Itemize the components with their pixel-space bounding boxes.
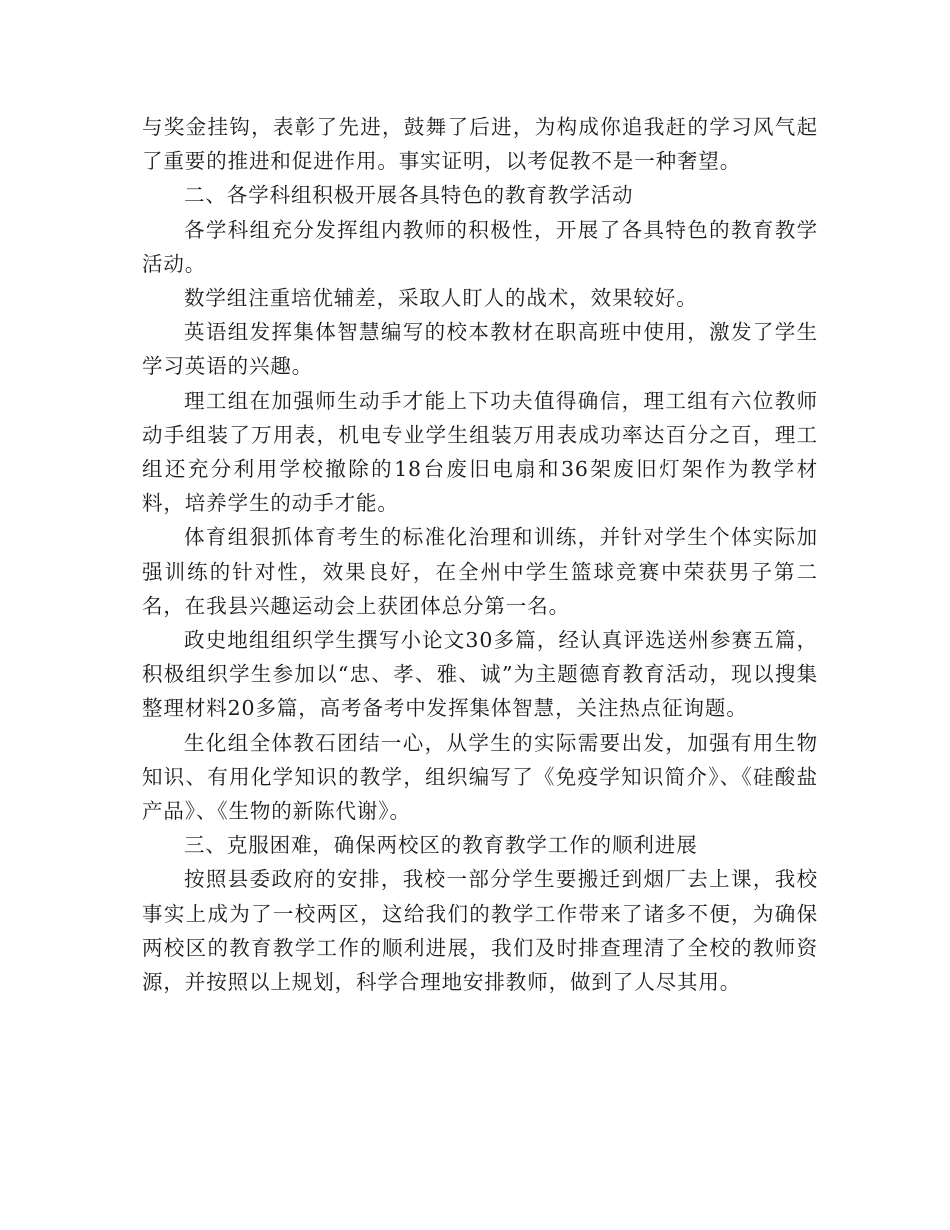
paragraph-humanities-group: 政史地组组织学生撰写小论文30多篇，经认真评选送州参赛五篇，积极组织学生参加以“忠、孝、雅、诚”为主题德育教育活动，现以搜集整理材料20多篇，高考备考中发挥集体智慧，关注热点征询题。 — [142, 628, 818, 721]
paragraph-math-group: 数学组注重培优辅差，采取人盯人的战术，效果较好。 — [184, 286, 698, 311]
paragraph-two-campuses: 按照县委政府的安排，我校一部分学生要搬迁到烟厂去上课，我校事实上成为了一校两区，这给我们的教学工作带来了诸多不便，为确保两校区的教育教学工作的顺利进展，我们及时排查理清了全校的教师资源，并按照以上规划，科学合理地安排教师，做到了人尽其用。 — [142, 867, 818, 995]
section-heading-three: 三、克服困难，确保两校区的教育教学工作的顺利进展 — [184, 833, 698, 858]
paragraph-subject-groups: 各学科组充分发挥组内教师的积极性，开展了各具特色的教育教学活动。 — [142, 217, 818, 276]
paragraph-science-group: 理工组在加强师生动手才能上下功夫值得确信，理工组有六位教师动手组装了万用表，机电专业学生组装万用表成功率达百分之百，理工组还充分利用学校撤除的18台废旧电扇和36架废旧灯架作为教学材料，培养学生的动手才能。 — [142, 388, 818, 516]
document-body — [142, 110, 818, 999]
paragraph-pe-group: 体育组狠抓体育考生的标准化治理和训练，并针对学生个体实际加强训练的针对性，效果良好，在全州中学生篮球竞赛中荣获男子第二名，在我县兴趣运动会上获团体总分第一名。 — [142, 525, 818, 618]
paragraph-english-group: 英语组发挥集体智慧编写的校本教材在职高班中使用，激发了学生学习英语的兴趣。 — [142, 320, 818, 379]
paragraph-bio-chem-group: 生化组全体教石团结一心，从学生的实际需要出发，加强有用生物知识、有用化学知识的教学，组织编写了《免疫学知识简介》、《硅酸盐产品》、《生物的新陈代谢》。 — [142, 730, 818, 824]
section-heading-two: 二、各学科组积极开展各具特色的教育教学活动 — [184, 183, 634, 208]
paragraph-continuation: 与奖金挂钩，表彰了先进，鼓舞了后进，为构成你追我赶的学习风气起了重要的推进和促进作用。事实证明，以考促教不是一种奢望。 — [142, 115, 818, 174]
